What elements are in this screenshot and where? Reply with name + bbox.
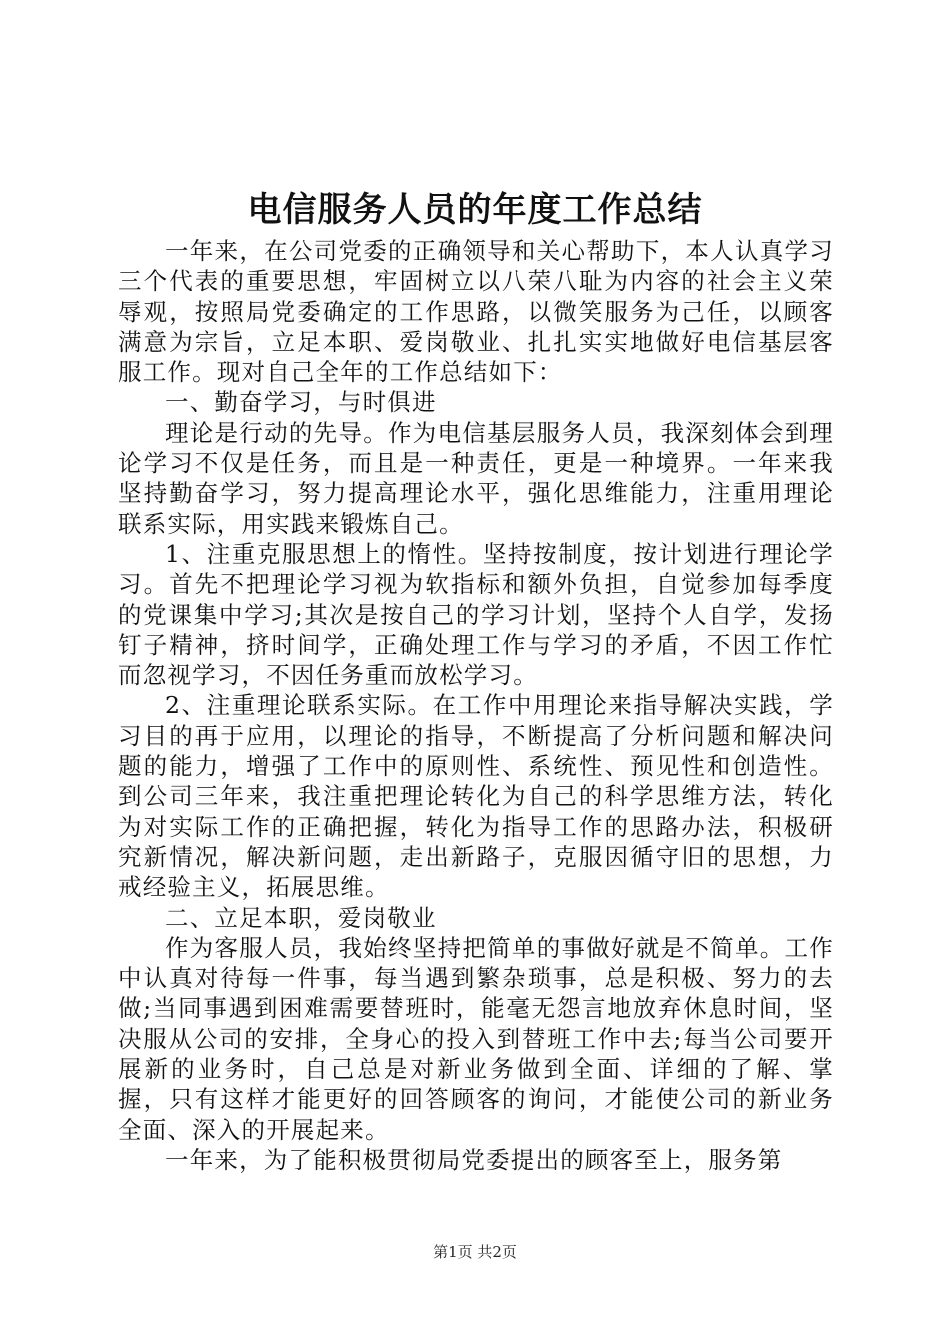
paragraph-service: 作为客服人员，我始终坚持把简单的事做好就是不简单。工作中认真对待每一件事，每当遇到繁杂琐事，总是积极、努力的去做;当同事遇到困难需要替班时，能毫无怨言地放弃休息时间，坚决服从公司的安排，全身心的投入到替班工作中去;每当公司要开展新的业务时，自己总是对新业务做到全面、详细的了解、掌握，只有这样才能更好的回答顾客的询问，才能使公司的新业务全面、深入的开展起来。 bbox=[118, 933, 834, 1144]
document-title: 电信服务人员的年度工作总结 bbox=[247, 190, 703, 230]
document-body bbox=[118, 236, 834, 1175]
paragraph-point-2: 2、注重理论联系实际。在工作中用理论来指导解决实践，学习目的再于应用，以理论的指导，不断提高了分析问题和解决问题的能力，增强了工作中的原则性、系统性、预见性和创造性。到公司三年来，我注重把理论转化为自己的科学思维方法，转化为对实际工作的正确把握，转化为指导工作的思路办法，积极研究新情况，解决新问题，走出新路子，克服因循守旧的思想，力戒经验主义，拓展思维。 bbox=[118, 691, 834, 902]
paragraph-intro: 一年来，在公司党委的正确领导和关心帮助下，本人认真学习三个代表的重要思想，牢固树立以八荣八耻为内容的社会主义荣辱观，按照局党委确定的工作思路，以微笑服务为己任，以顾客满意为宗旨，立足本职、爱岗敬业、扎扎实实地做好电信基层客服工作。现对自己全年的工作总结如下： bbox=[118, 237, 834, 387]
paragraph-continued: 一年来，为了能积极贯彻局党委提出的顾客至上，服务第 bbox=[165, 1145, 783, 1174]
section-heading-2: 二、立足本职，爱岗敬业 bbox=[165, 903, 437, 932]
paragraph-theory: 理论是行动的先导。作为电信基层服务人员，我深刻体会到理论学习不仅是任务，而且是一种责任，更是一种境界。一年来我坚持勤奋学习，努力提高理论水平，强化思维能力，注重用理论联系实际，用实践来锻炼自己。 bbox=[118, 418, 834, 538]
section-heading-1: 一、勤奋学习，与时俱进 bbox=[165, 388, 437, 417]
page-footer: 第1页 共2页 bbox=[433, 1243, 517, 1261]
paragraph-point-1: 1、注重克服思想上的惰性。坚持按制度，按计划进行理论学习。首先不把理论学习视为软指标和额外负担，自觉参加每季度的党课集中学习;其次是按自己的学习计划，坚持个人自学，发扬钉子精神，挤时间学，正确处理工作与学习的矛盾，不因工作忙而忽视学习，不因任务重而放松学习。 bbox=[118, 539, 834, 690]
